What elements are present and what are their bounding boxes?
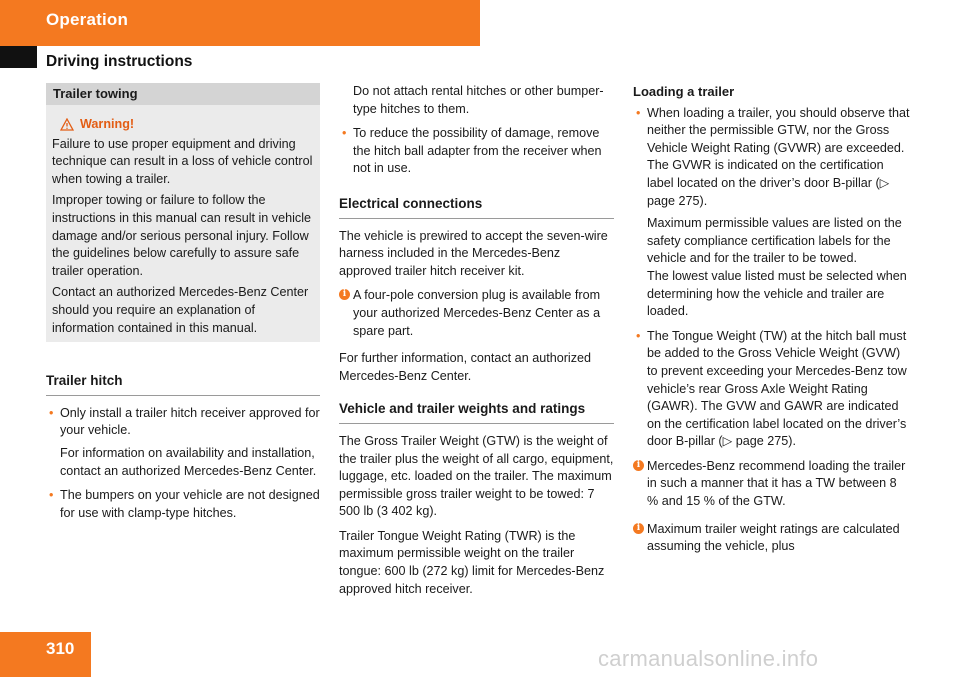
- info-text: A four-pole conversion plug is available from your authorized Mercedes-Benz Center as a spare part.: [353, 288, 601, 338]
- list-item-continued: [339, 83, 614, 118]
- bullet-subtext: Maximum permissible values are listed on the safety compliance certification labels for the vehicle and for the trailer to be towed.: [647, 216, 902, 266]
- trailer-hitch-heading: Trailer hitch: [46, 372, 320, 396]
- weights-paragraph: The Gross Trailer Weight (GTW) is the weight of the trailer plus the weight of all cargo, equipment, luggage, etc. loaded on the trailer. The maximum permissible gross trailer weight to be towed: 7 500 lb (3 402 kg).: [339, 433, 614, 519]
- list-item: [46, 405, 320, 480]
- loading-list: [633, 105, 911, 451]
- page-number: 310: [46, 639, 75, 658]
- info-icon: i: [339, 289, 350, 300]
- bullet-subtext: The lowest value listed must be selected when determining how the vehicle and trailer are loaded.: [647, 268, 907, 319]
- bullet-text: When loading a trailer, you should observe that neither the permissible GTW, nor the Gross Vehicle Weight Rating (GVWR) are exceeded. The GVWR is indicated on the certification label located on the driver’s door B-pillar (▷ page 275).: [647, 105, 910, 208]
- trailer-towing-title: Trailer towing: [46, 83, 320, 105]
- bullet-text: The bumpers on your vehicle are not designed for use with clamp-type hitches.: [60, 488, 320, 520]
- list-item: [339, 125, 614, 178]
- bullet-text: Only install a trailer hitch receiver approved for your vehicle.: [60, 405, 320, 438]
- warning-paragraph: Improper towing or failure to follow the instructions in this manual can result in vehicle damage and/or serious personal injury. Follow the guidelines below carefully to assure safe trailer operation.: [52, 193, 311, 278]
- warning-triangle-icon: [60, 118, 74, 131]
- loading-heading: Loading a trailer: [633, 84, 735, 99]
- subsection-title: Driving instructions: [46, 53, 193, 70]
- warning-label: Warning!: [80, 117, 135, 131]
- trailer-hitch-list: [46, 405, 320, 523]
- list-item: [633, 105, 911, 321]
- electrical-info: [339, 287, 614, 340]
- electrical-paragraph: For further information, contact an authorized Mercedes-Benz Center.: [339, 351, 592, 383]
- bullet-subtext: For information on availability and installation, contact an authorized Mercedes-Benz Center.: [60, 445, 317, 478]
- info-icon: i: [633, 523, 644, 534]
- column-2: [339, 83, 614, 605]
- electrical-paragraph: The vehicle is prewired to accept the seven-wire harness included in the Mercedes-Benz approved trailer hitch receiver kit.: [339, 228, 608, 278]
- bullet-text: The Tongue Weight (TW) at the hitch ball must be added to the Gross Vehicle Weight (GVW) to prevent exceeding your Mercedes-Benz tow vehicle’s rear Gross Axle Weight Rating (GAWR). The GVW and GAWR are indicated on the certification label located on the driver’s door B-pillar (▷ page 275).: [647, 328, 907, 449]
- warning-heading: [46, 105, 320, 136]
- column-1: [46, 83, 320, 529]
- loading-info: [633, 458, 911, 511]
- electrical-heading: Electrical connections: [339, 195, 614, 219]
- bullet-text: To reduce the possibility of damage, remove the hitch ball adapter from the receiver when not in use.: [353, 126, 602, 176]
- info-text: Mercedes-Benz recommend loading the trailer in such a manner that it has a TW between 8 % and 15 % of the GTW.: [647, 458, 906, 509]
- trailer-towing-panel: [46, 83, 320, 342]
- watermark: carmanualsonline.info: [598, 646, 819, 671]
- trailer-hitch-list-continued: [339, 83, 614, 178]
- weights-heading: Vehicle and trailer weights and ratings: [339, 400, 614, 424]
- info-text: Maximum trailer weight ratings are calculated assuming the vehicle, plus: [647, 521, 900, 554]
- header-marker: [0, 46, 37, 68]
- weights-paragraph: Trailer Tongue Weight Rating (TWR) is the maximum permissible weight on the trailer tongue: 600 lb (272 kg) limit for Mercedes-Benz approved hitch receiver.: [339, 528, 605, 596]
- section-title: Operation: [46, 10, 129, 29]
- bullet-continuation: Do not attach rental hitches or other bumper-type hitches to them.: [353, 84, 604, 116]
- list-item: [633, 328, 911, 451]
- info-icon: i: [633, 460, 644, 471]
- loading-info: [633, 521, 911, 556]
- column-3: [633, 83, 911, 566]
- warning-paragraph: Contact an authorized Mercedes-Benz Center should you require an explanation of information contained in this manual.: [52, 285, 309, 335]
- list-item: [46, 487, 320, 522]
- warning-paragraph: Failure to use proper equipment and driving technique can result in a loss of vehicle control when towing a trailer.: [52, 136, 313, 186]
